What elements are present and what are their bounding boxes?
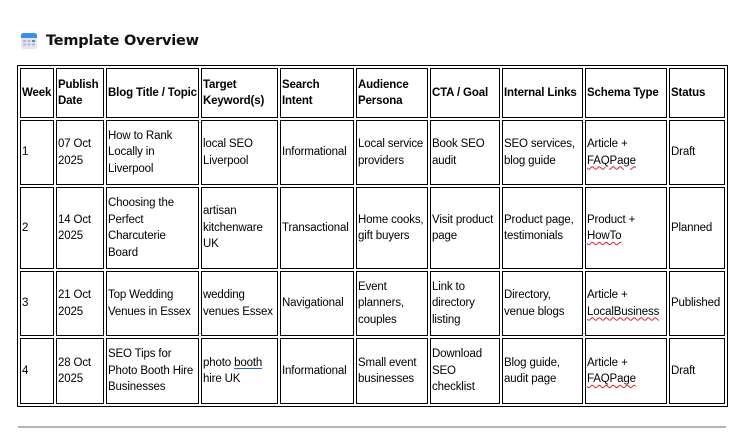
cell-cta-goal: Visit product page — [430, 187, 500, 269]
header-publish-date: Publish Date — [56, 68, 104, 118]
cell-cta-goal: Link to directory listing — [430, 271, 500, 336]
cell-publish-date: 28 Oct 2025 — [56, 338, 104, 404]
schema-type-name: FAQPage — [587, 154, 636, 167]
table-row — [20, 187, 725, 269]
cell-week: 3 — [20, 271, 54, 336]
cell-schema-type — [585, 187, 667, 269]
keyword-part: hire UK — [203, 373, 241, 385]
schema-type-name: LocalBusiness — [587, 305, 660, 318]
schema-type-prefix: Article + — [587, 356, 628, 369]
section-heading — [20, 30, 199, 52]
cell-internal-links: Blog guide, audit page — [502, 338, 583, 404]
cell-status: Planned — [669, 187, 725, 269]
cell-audience-persona: Local service providers — [356, 120, 428, 185]
cell-internal-links: Product page, testimonials — [502, 187, 583, 269]
header-audience-persona: Audience Persona — [356, 68, 428, 118]
table-row — [20, 338, 725, 404]
cell-status: Published — [669, 271, 725, 336]
cell-schema-type — [585, 120, 667, 185]
cell-internal-links: Directory, venue blogs — [502, 271, 583, 336]
cell-audience-persona: Small event businesses — [356, 338, 428, 404]
header-internal-links: Internal Links — [502, 68, 583, 118]
table-calendar-icon — [20, 32, 38, 50]
cell-publish-date: 14 Oct 2025 — [56, 187, 104, 269]
section-title: Template Overview — [46, 33, 199, 49]
cell-week: 4 — [20, 338, 54, 404]
header-search-intent: Search Intent — [280, 68, 354, 118]
cell-target-keyword — [201, 338, 278, 404]
cell-target-keyword: artisan kitchenware UK — [201, 187, 278, 269]
cell-target-keyword: wedding venues Essex — [201, 271, 278, 336]
cell-schema-type — [585, 271, 667, 336]
table-header-row — [20, 68, 725, 118]
header-target-keywords: Target Keyword(s) — [201, 68, 278, 118]
schema-type-prefix: Article + — [587, 289, 628, 301]
section-divider — [18, 426, 726, 428]
keyword-grammar-flag: booth — [234, 356, 263, 369]
cell-cta-goal: Download SEO checklist — [430, 338, 500, 404]
cell-blog-title: Top Wedding Venues in Essex — [106, 271, 199, 336]
cell-audience-persona: Home cooks, gift buyers — [356, 187, 428, 269]
schema-type-name: FAQPage — [587, 373, 636, 385]
schema-type-prefix: Article + — [587, 138, 628, 150]
cell-search-intent: Informational — [280, 120, 354, 185]
cell-search-intent: Informational — [280, 338, 354, 404]
cell-publish-date: 07 Oct 2025 — [56, 120, 104, 185]
cell-week: 2 — [20, 187, 54, 269]
header-cta-goal: CTA / Goal — [430, 68, 500, 118]
content-calendar-table — [17, 65, 728, 407]
cell-audience-persona: Event planners, couples — [356, 271, 428, 336]
cell-blog-title: How to Rank Locally in Liverpool — [106, 120, 199, 185]
cell-search-intent: Navigational — [280, 271, 354, 336]
table-row — [20, 271, 725, 336]
cell-publish-date: 21 Oct 2025 — [56, 271, 104, 336]
cell-schema-type — [585, 338, 667, 404]
keyword-part: photo — [203, 356, 235, 369]
header-week: Week — [20, 68, 54, 118]
header-schema-type: Schema Type — [585, 68, 667, 118]
schema-type-name: HowTo — [587, 230, 622, 242]
table-row — [20, 120, 725, 185]
cell-cta-goal: Book SEO audit — [430, 120, 500, 185]
header-status: Status — [669, 68, 725, 118]
cell-blog-title: SEO Tips for Photo Booth Hire Businesses — [106, 338, 199, 404]
cell-status: Draft — [669, 338, 725, 404]
header-blog-title: Blog Title / Topic — [106, 68, 199, 118]
schema-type-prefix: Product + — [587, 213, 636, 226]
cell-target-keyword: local SEO Liverpool — [201, 120, 278, 185]
cell-internal-links: SEO services, blog guide — [502, 120, 583, 185]
cell-search-intent: Transactional — [280, 187, 354, 269]
cell-week: 1 — [20, 120, 54, 185]
cell-status: Draft — [669, 120, 725, 185]
cell-blog-title: Choosing the Perfect Charcuterie Board — [106, 187, 199, 269]
